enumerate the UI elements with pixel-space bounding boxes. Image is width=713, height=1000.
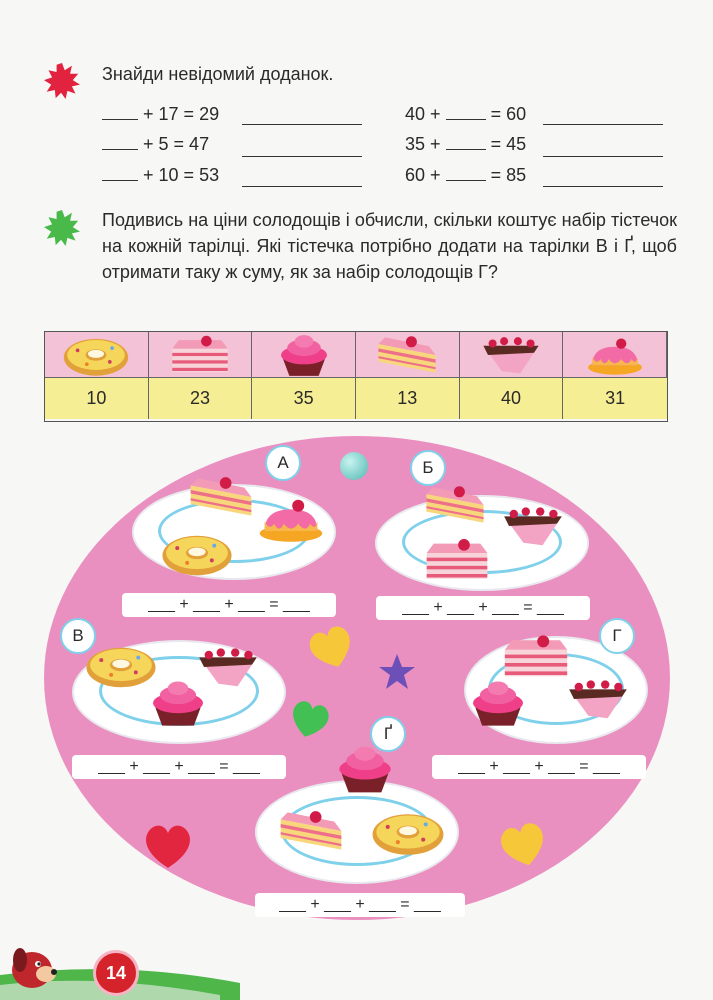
plate-g-sum-field[interactable]: ___ + ___ + ___ = ___ bbox=[432, 755, 646, 779]
plate-gg-sum-field[interactable]: ___ + ___ + ___ = ___ bbox=[255, 893, 465, 917]
chocolate-cake-icon bbox=[476, 332, 546, 378]
blue-ball-icon bbox=[340, 452, 368, 480]
page-number: 14 bbox=[93, 950, 139, 996]
purple-star-icon bbox=[377, 652, 417, 692]
red-heart-icon bbox=[138, 818, 198, 870]
price-item-image bbox=[356, 332, 460, 378]
chocolate-cake-icon bbox=[562, 672, 634, 726]
green-heart-icon bbox=[287, 696, 333, 740]
yellow-heart-icon bbox=[495, 818, 551, 868]
plate-v-sum-field[interactable]: ___ + ___ + ___ = ___ bbox=[72, 755, 286, 779]
pudding-icon bbox=[255, 494, 327, 544]
equation-left-2: + 5 = 47 bbox=[102, 133, 209, 155]
answer-line[interactable] bbox=[242, 186, 362, 187]
equation-right-1: 40 + = 60 bbox=[405, 104, 527, 124]
plate-a-sum-field[interactable]: ___ + ___ + ___ = ___ bbox=[122, 593, 336, 617]
dog-mascot-icon bbox=[2, 930, 72, 1000]
cupcake-icon bbox=[272, 332, 336, 378]
donut-icon bbox=[370, 806, 446, 858]
equation-right-2: 35 + = 45 bbox=[405, 134, 527, 154]
price-value: 31 bbox=[563, 378, 667, 419]
plate-a-label: А bbox=[265, 445, 301, 481]
equation-left-3: + 10 = 53 bbox=[102, 164, 219, 186]
price-value: 35 bbox=[252, 378, 356, 419]
cake-slice-icon bbox=[276, 805, 346, 857]
task2-text: Подивись на ціни солодощів і обчисли, скільки коштує набір тістечок на кожній тарілці. Які тістечка потрібно додати на тарілки В і Ґ, щоб отримати таку ж суму, як за набір солодощів Г? bbox=[102, 210, 677, 282]
price-item-image bbox=[252, 332, 356, 378]
layer-cake-icon bbox=[422, 534, 492, 586]
donut-icon bbox=[160, 528, 234, 578]
equation-right-3: 60 + = 85 bbox=[405, 165, 527, 185]
answer-line[interactable] bbox=[543, 156, 663, 157]
cupcake-icon bbox=[464, 676, 532, 730]
green-burst-icon bbox=[44, 210, 80, 246]
price-item-image bbox=[45, 332, 149, 378]
price-table bbox=[44, 331, 668, 422]
cake-slice-icon bbox=[186, 472, 256, 522]
price-item-image bbox=[460, 332, 564, 378]
answer-line[interactable] bbox=[543, 124, 663, 125]
red-burst-icon bbox=[44, 63, 80, 99]
plate-b-label: Б bbox=[410, 450, 446, 486]
task1-title: Знайди невідомий доданок. bbox=[102, 64, 334, 84]
plate-v-label: В bbox=[60, 618, 96, 654]
cake-slice-icon bbox=[422, 480, 488, 530]
answer-line[interactable] bbox=[543, 186, 663, 187]
plate-gg-label: Ґ bbox=[370, 716, 406, 752]
plate-b-sum-field[interactable]: ___ + ___ + ___ = ___ bbox=[376, 596, 590, 620]
price-value: 23 bbox=[149, 378, 253, 419]
cake-slice-icon bbox=[374, 332, 440, 378]
cupcake-icon bbox=[144, 676, 212, 730]
yellow-heart-icon bbox=[305, 622, 357, 670]
answer-line[interactable] bbox=[242, 124, 362, 125]
layer-cake-icon bbox=[168, 333, 232, 377]
donut-icon bbox=[59, 332, 133, 378]
price-item-image bbox=[149, 332, 253, 378]
price-value: 13 bbox=[356, 378, 460, 419]
price-value: 40 bbox=[460, 378, 564, 419]
price-value: 10 bbox=[45, 378, 149, 419]
answer-line[interactable] bbox=[242, 156, 362, 157]
equation-left-1: + 17 = 29 bbox=[102, 103, 219, 125]
pudding-icon bbox=[584, 333, 646, 377]
price-item-image bbox=[563, 332, 667, 378]
plate-g-label: Г bbox=[599, 618, 635, 654]
chocolate-cake-icon bbox=[497, 499, 569, 553]
